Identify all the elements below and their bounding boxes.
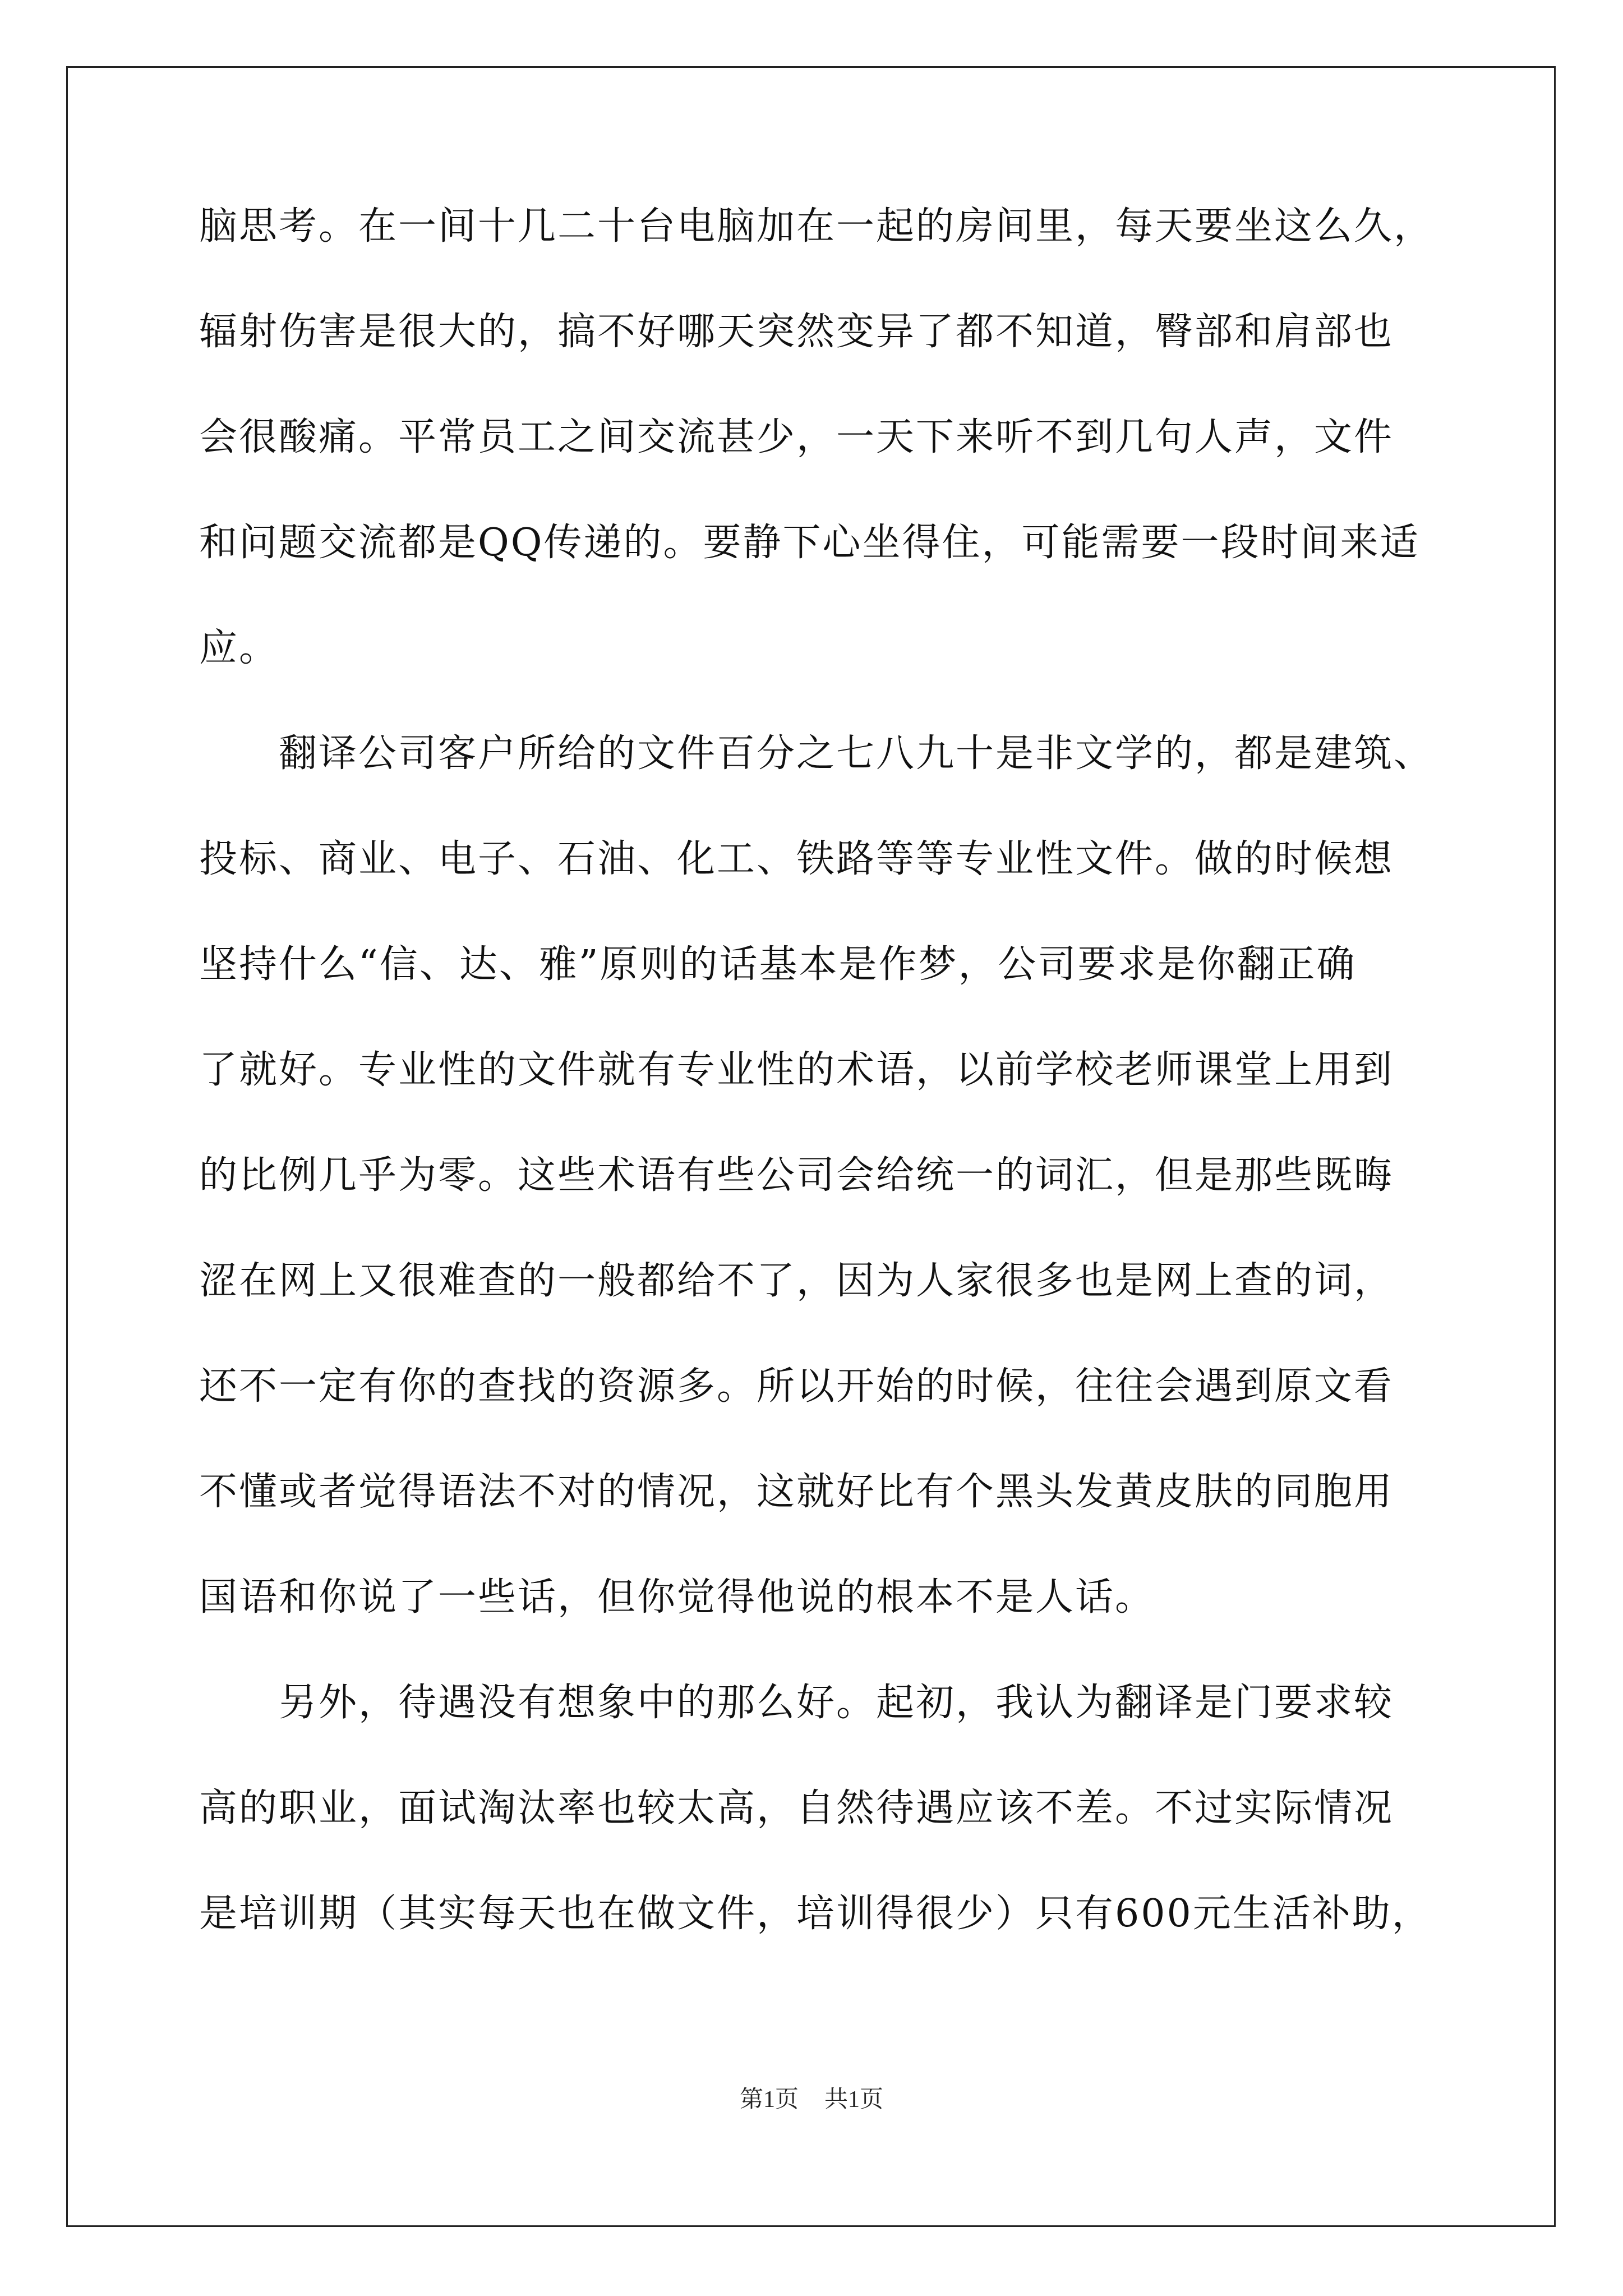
text-line: 涩在网上又很难查的一般都给不了，因为人家很多也是网上查的词， — [199, 1259, 1394, 1303]
text-line: 和问题交流都是QQ传递的。要静下心坐得住，可能需要一段时间来适 — [199, 521, 1420, 565]
text-line: 国语和你说了一些话，但你觉得他说的根本不是人话。 — [199, 1575, 1155, 1619]
text-line: 了就好。专业性的文件就有专业性的术语，以前学校老师课堂上用到 — [199, 1048, 1394, 1092]
text-line: 高的职业，面试淘汰率也较太高，自然待遇应该不差。不过实际情况 — [199, 1786, 1394, 1830]
text-line: 是培训期（其实每天也在做文件，培训得很少）只有600元生活补助， — [199, 1892, 1432, 1936]
page-footer — [0, 2088, 1623, 2111]
text-line: 应。 — [199, 626, 279, 670]
text-line: 脑思考。在一间十几二十台电脑加在一起的房间里，每天要坐这么久， — [199, 204, 1434, 249]
text-line: 辐射伤害是很大的，搞不好哪天突然变异了都不知道，臀部和肩部也 — [199, 310, 1394, 354]
text-line: 投标、商业、电子、石油、化工、铁路等等专业性文件。做的时候想 — [199, 837, 1394, 881]
text-line: 会很酸痛。平常员工之间交流甚少，一天下来听不到几句人声，文件 — [199, 415, 1394, 459]
page-total: 共1页 — [824, 2087, 884, 2113]
page-number: 第1页 — [739, 2087, 799, 2113]
text-line: 另外，待遇没有想象中的那么好。起初，我认为翻译是门要求较 — [199, 1681, 1394, 1725]
text-line: 的比例几乎为零。这些术语有些公司会给统一的词汇，但是那些既晦 — [199, 1153, 1394, 1198]
text-line: 翻译公司客户所给的文件百分之七八九十是非文学的，都是建筑、 — [199, 731, 1434, 776]
text-line: 坚持什么“信、达、雅”原则的话基本是作梦，公司要求是你翻正确 — [199, 942, 1357, 987]
text-line: 还不一定有你的查找的资源多。所以开始的时候，往往会遇到原文看 — [199, 1364, 1394, 1409]
text-line: 不懂或者觉得语法不对的情况，这就好比有个黑头发黄皮肤的同胞用 — [199, 1470, 1394, 1514]
document-body — [199, 204, 1450, 2000]
